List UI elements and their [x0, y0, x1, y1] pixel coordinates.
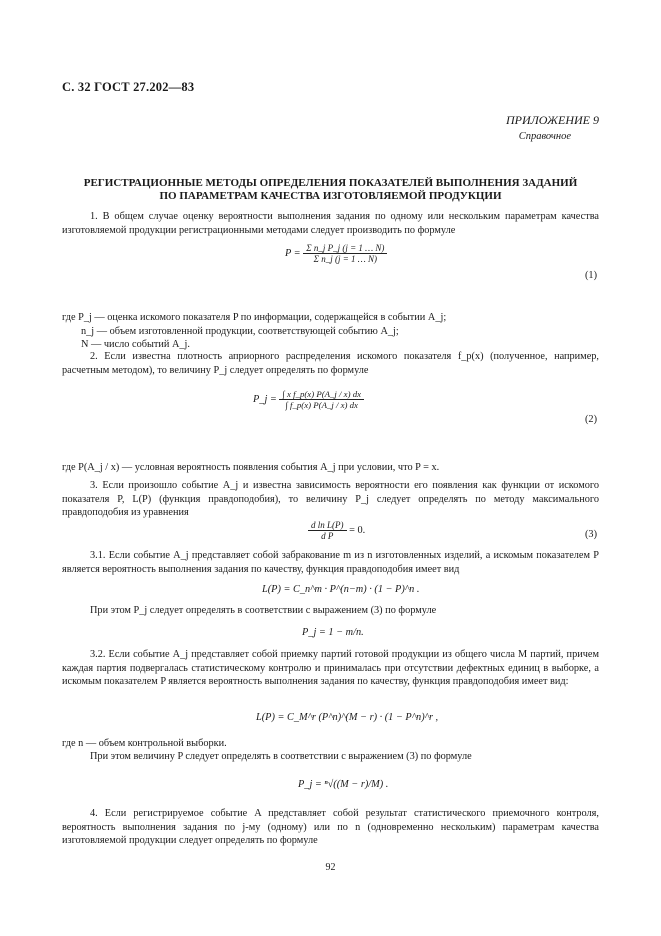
title-line-1: РЕГИСТРАЦИОННЫЕ МЕТОДЫ ОПРЕДЕЛЕНИЯ ПОКАЗАТЕЛЕЙ ВЫПОЛНЕНИЯ ЗАДАНИЙ [83, 177, 578, 189]
formula-3-2b: P_j = ⁿ√((M − r)/M) . [298, 779, 389, 790]
formula-3-rhs: = 0. [349, 524, 366, 536]
paragraph-4: 4. Если регистрируемое событие A представляет собой результат статистического приемочного контроля, вероятность выполнения задания по j-му (одному) или по n (одновременно нескольким) параметрам качества изготовляемой продукции следует определять по формуле [62, 808, 599, 846]
appendix-title: ПРИЛОЖЕНИЕ 9 [506, 113, 599, 127]
paragraph-3-2b: При этом величину P следует определять в соответствии с выражением (3) по формуле [90, 751, 472, 762]
appendix-block [506, 113, 599, 142]
formula-2 [253, 389, 364, 410]
formula-3-1b: P_j = 1 − m/n. [302, 627, 364, 638]
formula-3-numerator: d ln L(P) [308, 520, 347, 531]
where-block-2: где P(A_j / x) — условная вероятность появления события A_j при условии, что P = x. [62, 462, 440, 473]
equation-number-3: (3) [585, 529, 598, 540]
formula-1-denominator: Σ n_j (j = 1 … N) [313, 254, 378, 264]
formula-3-fraction [308, 520, 347, 541]
where-1-line-1: где P_j — оценка искомого показателя P по информации, содержащейся в событии A_j; [62, 312, 447, 323]
paragraph-3-1: 3.1. Если событие A_j представляет собой забракование m из n изготовленных изделий, а искомым показателем P является вероятность выполнения задания по качеству, функция правдоподобия имеет вид [62, 550, 599, 575]
page-number: 92 [325, 862, 336, 873]
paragraph-2: 2. Если известна плотность априорного распределения искомого показателя f_p(x) (полученное, например, расчетным методом), то величину P_j следует определять по формуле [62, 351, 599, 376]
paragraph-3-1b: При этом P_j следует определять в соответствии с выражением (3) по формуле [90, 605, 437, 616]
appendix-subtitle: Справочное [518, 131, 571, 142]
formula-3 [308, 520, 365, 541]
formula-2-numerator: ∫ x f_p(x) P(A_j / x) dx [279, 389, 364, 400]
formula-1-lhs: P = [285, 247, 301, 259]
formula-3-1: L(P) = C_n^m · P^(n−m) · (1 − P)^n . [262, 584, 420, 595]
title-line-2: ПО ПАРАМЕТРАМ КАЧЕСТВА ИЗГОТОВЛЯЕМОЙ ПРОДУКЦИИ [159, 190, 502, 202]
paragraph-1: 1. В общем случае оценку вероятности выполнения задания по одному или нескольким параметрам качества изготовляемой продукции регистрационными методами следует производить по формуле [62, 211, 599, 236]
where-1-line-2: n_j — объем изготовленной продукции, соответствующей событию A_j; [81, 325, 399, 337]
formula-1 [285, 243, 387, 264]
paragraph-3-2: 3.2. Если событие A_j представляет собой приемку партий готовой продукции из общего числа M партий, причем каждая партия подвергалась статистическому контролю и принималась при отсутствии дефектных единиц в выборке, а искомым показателем P является вероятность выполнения задания по качеству, функция правдоподобия имеет вид: [62, 649, 599, 687]
where-block-1 [62, 311, 599, 352]
where-block-3-2: где n — объем контрольной выборки. [62, 738, 227, 749]
where-1-line-3: N — число событий A_j. [81, 339, 190, 350]
paragraph-3: 3. Если произошло событие A_j и известна зависимость вероятности его появления как функции от искомого показателя P, L(P) (функция правдоподобия), то величину P_j следует определять по методу максимального правдоподобия из уравнения [62, 480, 599, 518]
formula-1-fraction [303, 243, 387, 264]
page-header: С. 32 ГОСТ 27.202—83 [62, 80, 195, 94]
equation-number-1: (1) [585, 270, 598, 281]
equation-number-2: (2) [585, 414, 598, 425]
formula-2-denominator: ∫ f_p(x) P(A_j / x) dx [285, 400, 358, 410]
formula-2-fraction [279, 389, 364, 410]
formula-3-denominator: d P [321, 531, 334, 541]
document-title [62, 177, 599, 203]
formula-2-lhs: P_j = [253, 393, 277, 405]
formula-1-numerator: Σ n_j P_j (j = 1 … N) [303, 243, 387, 254]
formula-3-2: L(P) = C_M^r (P^n)^(M − r) · (1 − P^n)^r , [256, 712, 439, 723]
